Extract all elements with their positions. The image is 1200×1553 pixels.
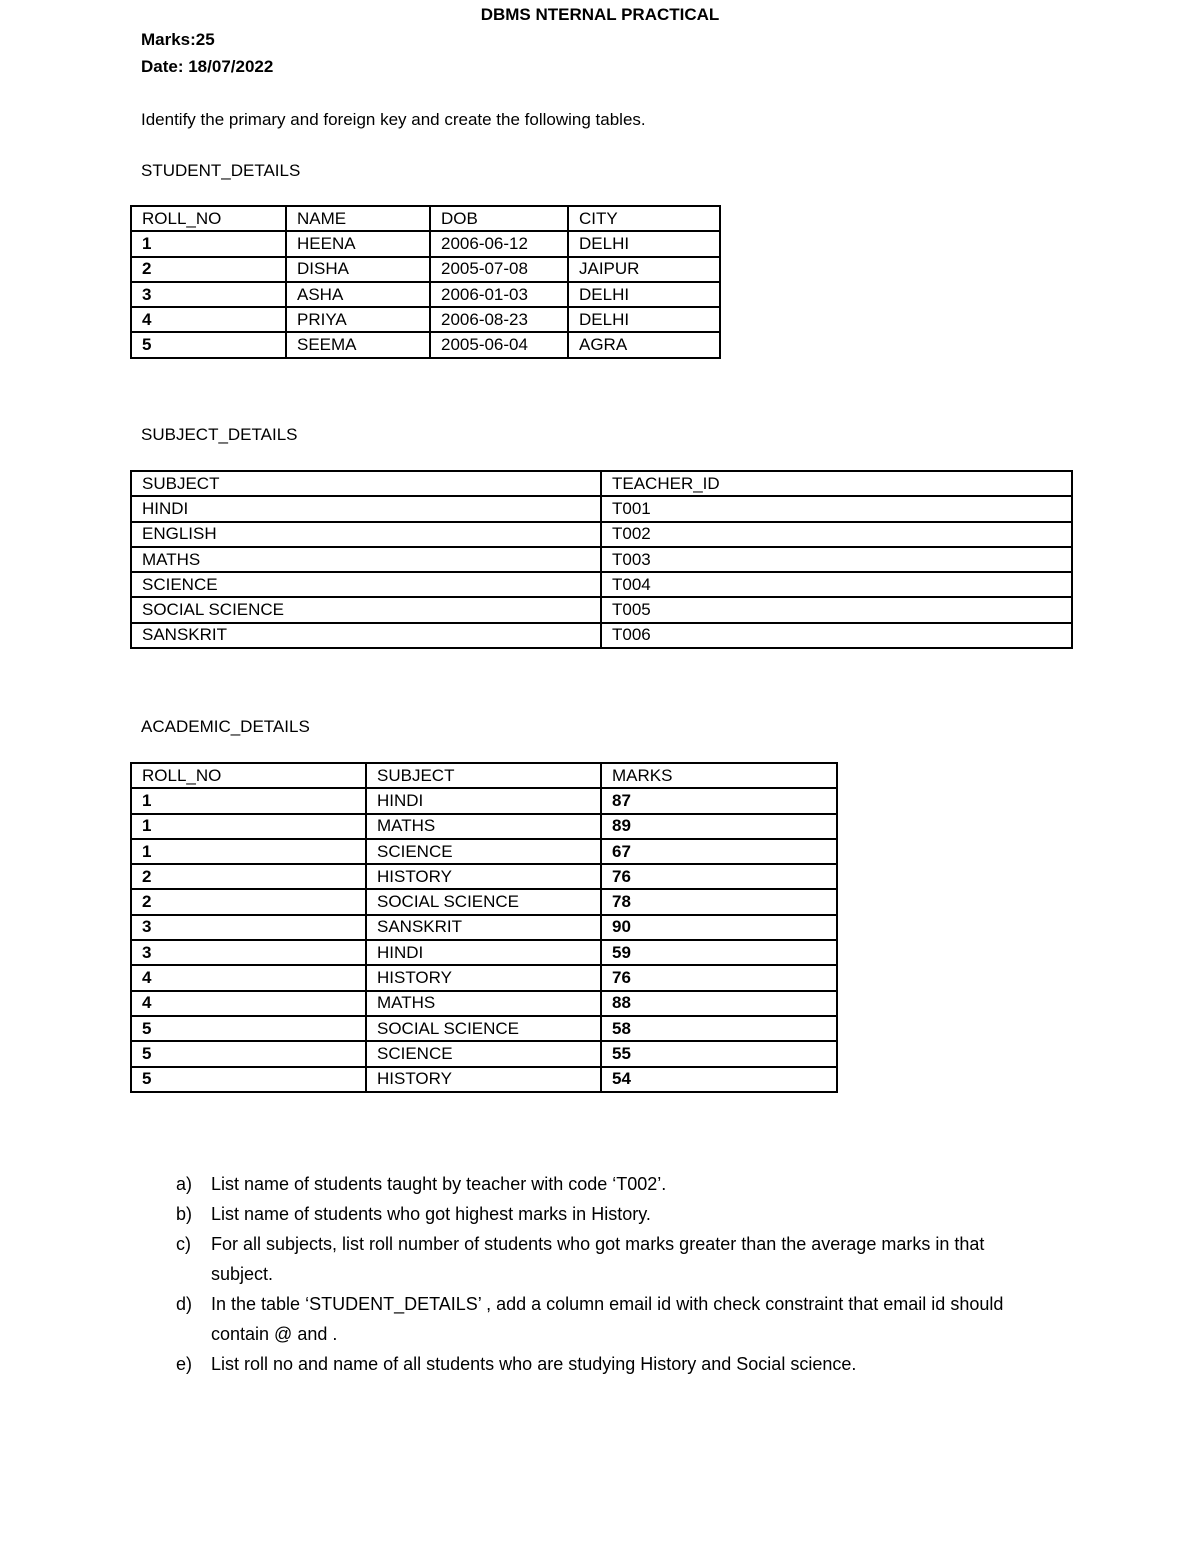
table-row xyxy=(131,889,837,914)
table-cell: DELHI xyxy=(568,231,720,256)
table-cell: 3 xyxy=(131,940,366,965)
table-cell: 55 xyxy=(601,1041,837,1066)
subject-details-table-name: SUBJECT_DETAILS xyxy=(141,425,298,444)
table-cell: 90 xyxy=(601,915,837,940)
table-cell: 5 xyxy=(131,1016,366,1041)
table-row xyxy=(131,965,837,990)
question-item xyxy=(176,1229,1046,1289)
table-cell: ASHA xyxy=(286,282,430,307)
table-cell: T003 xyxy=(601,547,1072,572)
table-cell: 58 xyxy=(601,1016,837,1041)
table-row xyxy=(131,1016,837,1041)
table-cell: HISTORY xyxy=(366,965,601,990)
column-header: NAME xyxy=(286,206,430,231)
table-row xyxy=(131,864,837,889)
table-row xyxy=(131,282,720,307)
table-row xyxy=(131,496,1072,521)
table-header-row xyxy=(131,206,720,231)
table-header-row xyxy=(131,471,1072,496)
table-cell: T001 xyxy=(601,496,1072,521)
table-cell: 89 xyxy=(601,814,837,839)
table-cell: JAIPUR xyxy=(568,257,720,282)
table-cell: SCIENCE xyxy=(366,1041,601,1066)
table-cell: T005 xyxy=(601,597,1072,622)
table-cell: 88 xyxy=(601,991,837,1016)
table-row xyxy=(131,522,1072,547)
table-cell: 1 xyxy=(131,839,366,864)
table-row xyxy=(131,231,720,256)
table-cell: HISTORY xyxy=(366,1067,601,1092)
question-label: e) xyxy=(176,1354,193,1374)
page-title: DBMS NTERNAL PRACTICAL xyxy=(480,5,720,24)
table-cell: HINDI xyxy=(366,940,601,965)
question-item xyxy=(176,1289,1046,1349)
question-text: In the table ‘STUDENT_DETAILS’ , add a column email id with check constraint that email id should contain @ and . xyxy=(211,1294,1004,1344)
table-cell: PRIYA xyxy=(286,307,430,332)
table-row xyxy=(131,1041,837,1066)
table-cell: 2 xyxy=(131,889,366,914)
question-item xyxy=(176,1349,1046,1379)
table-cell: SANSKRIT xyxy=(366,915,601,940)
table-cell: 4 xyxy=(131,991,366,1016)
date-label: Date: 18/07/2022 xyxy=(141,57,274,76)
table-row xyxy=(131,257,720,282)
table-header-row xyxy=(131,763,837,788)
column-header: MARKS xyxy=(601,763,837,788)
table-cell: 76 xyxy=(601,864,837,889)
table-cell: SOCIAL SCIENCE xyxy=(131,597,601,622)
table-row xyxy=(131,572,1072,597)
table-cell: 2006-01-03 xyxy=(430,282,568,307)
table-cell: T006 xyxy=(601,623,1072,648)
student-details-table xyxy=(130,205,721,359)
table-row xyxy=(131,940,837,965)
table-row xyxy=(131,547,1072,572)
table-cell: 1 xyxy=(131,788,366,813)
table-cell: 5 xyxy=(131,1067,366,1092)
table-cell: AGRA xyxy=(568,332,720,357)
question-item xyxy=(176,1169,1046,1199)
table-cell: SEEMA xyxy=(286,332,430,357)
subject-details-table xyxy=(130,470,1073,649)
table-cell: DELHI xyxy=(568,307,720,332)
column-header: TEACHER_ID xyxy=(601,471,1072,496)
column-header: SUBJECT xyxy=(131,471,601,496)
table-row xyxy=(131,991,837,1016)
table-cell: 54 xyxy=(601,1067,837,1092)
question-text: For all subjects, list roll number of students who got marks greater than the average marks in that subject. xyxy=(211,1234,985,1284)
table-cell: 5 xyxy=(131,1041,366,1066)
table-cell: 2005-06-04 xyxy=(430,332,568,357)
question-text: List name of students taught by teacher with code ‘T002’. xyxy=(211,1174,667,1194)
table-row xyxy=(131,839,837,864)
column-header: ROLL_NO xyxy=(131,206,286,231)
marks-label: Marks:25 xyxy=(141,30,215,49)
table-cell: T004 xyxy=(601,572,1072,597)
table-row xyxy=(131,307,720,332)
question-text: List roll no and name of all students who are studying History and Social science. xyxy=(211,1354,857,1374)
table-row xyxy=(131,814,837,839)
table-cell: 2 xyxy=(131,864,366,889)
column-header: CITY xyxy=(568,206,720,231)
table-row xyxy=(131,915,837,940)
student-details-table-name: STUDENT_DETAILS xyxy=(141,161,301,180)
question-label: b) xyxy=(176,1204,193,1224)
table-row xyxy=(131,788,837,813)
table-cell: SANSKRIT xyxy=(131,623,601,648)
table-cell: ENGLISH xyxy=(131,522,601,547)
table-cell: 5 xyxy=(131,332,286,357)
table-row xyxy=(131,597,1072,622)
table-cell: 4 xyxy=(131,307,286,332)
table-cell: 59 xyxy=(601,940,837,965)
table-cell: T002 xyxy=(601,522,1072,547)
question-label: d) xyxy=(176,1294,193,1314)
table-cell: SOCIAL SCIENCE xyxy=(366,889,601,914)
table-cell: SCIENCE xyxy=(131,572,601,597)
table-cell: 76 xyxy=(601,965,837,990)
table-cell: HINDI xyxy=(131,496,601,521)
table-cell: MATHS xyxy=(131,547,601,572)
table-cell: 78 xyxy=(601,889,837,914)
column-header: DOB xyxy=(430,206,568,231)
table-cell: 2006-06-12 xyxy=(430,231,568,256)
table-cell: 87 xyxy=(601,788,837,813)
question-text: List name of students who got highest marks in History. xyxy=(211,1204,651,1224)
table-cell: 3 xyxy=(131,282,286,307)
question-item xyxy=(176,1199,1046,1229)
table-cell: MATHS xyxy=(366,991,601,1016)
table-cell: HISTORY xyxy=(366,864,601,889)
table-cell: SOCIAL SCIENCE xyxy=(366,1016,601,1041)
question-label: a) xyxy=(176,1174,193,1194)
academic-details-table xyxy=(130,762,838,1093)
table-cell: SCIENCE xyxy=(366,839,601,864)
question-list xyxy=(176,1169,1046,1379)
table-cell: 1 xyxy=(131,814,366,839)
table-cell: 1 xyxy=(131,231,286,256)
table-cell: 2 xyxy=(131,257,286,282)
question-label: c) xyxy=(176,1234,191,1254)
table-cell: 2005-07-08 xyxy=(430,257,568,282)
column-header: ROLL_NO xyxy=(131,763,366,788)
table-cell: HEENA xyxy=(286,231,430,256)
academic-details-table-name: ACADEMIC_DETAILS xyxy=(141,717,310,736)
table-cell: DISHA xyxy=(286,257,430,282)
table-cell: 67 xyxy=(601,839,837,864)
table-cell: 4 xyxy=(131,965,366,990)
table-row xyxy=(131,332,720,357)
table-cell: 2006-08-23 xyxy=(430,307,568,332)
column-header: SUBJECT xyxy=(366,763,601,788)
table-cell: 3 xyxy=(131,915,366,940)
instructions-text: Identify the primary and foreign key and create the following tables. xyxy=(141,110,646,129)
table-cell: DELHI xyxy=(568,282,720,307)
table-row xyxy=(131,1067,837,1092)
table-cell: HINDI xyxy=(366,788,601,813)
table-cell: MATHS xyxy=(366,814,601,839)
table-row xyxy=(131,623,1072,648)
